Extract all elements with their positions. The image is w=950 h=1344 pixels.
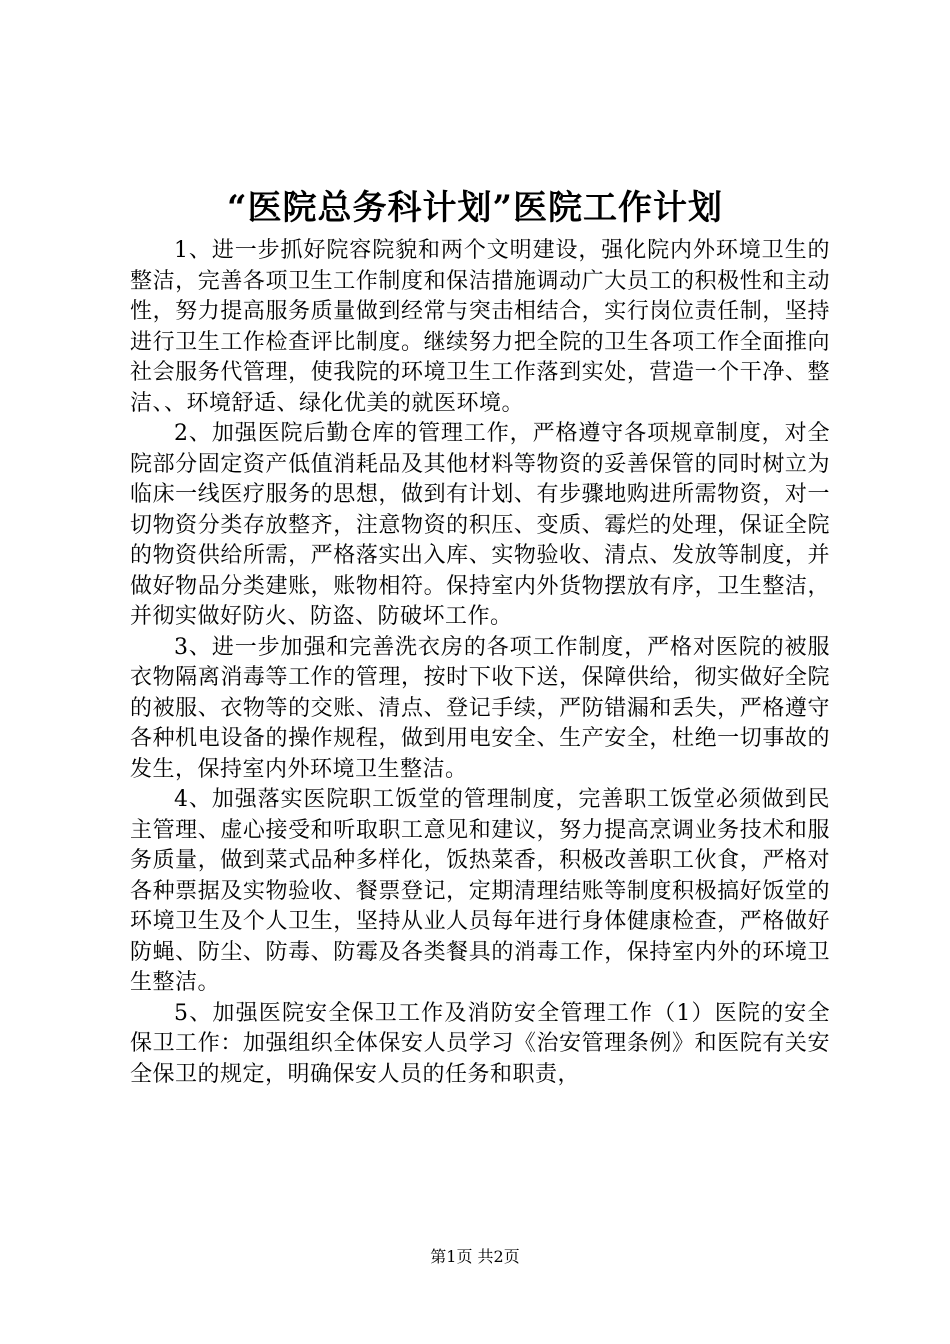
paragraph-2: 2、加强医院后勤仓库的管理工作，严格遵守各项规章制度，对全院部分固定资产低值消耗品及其他材料等物资的妥善保管的同时树立为临床一线医疗服务的思想，做到有计划、有步骤地购进所需物资，对一切物资分类存放整齐，注意物资的积压、变质、霉烂的处理，保证全院的物资供给所需，严格落实出入库、实物验收、清点、发放等制度，并做好物品分类建账，账物相符。保持室内外货物摆放有序，卫生整洁，并彻实做好防火、防盗、防破坏工作。 xyxy=(130,421,830,629)
paragraph-3: 3、进一步加强和完善洗衣房的各项工作制度，严格对医院的被服衣物隔离消毒等工作的管理，按时下收下送，保障供给，彻实做好全院的被服、衣物等的交账、清点、登记手续，严防错漏和丢失，严格遵守各种机电设备的操作规程，做到用电安全、生产安全，杜绝一切事故的发生，保持室内外环境卫生整洁。 xyxy=(130,634,830,782)
paragraph-5: 5、加强医院安全保卫工作及消防安全管理工作（1）医院的安全保卫工作：加强组织全体保安人员学习《治安管理条例》和医院有关安全保卫的规定，明确保安人员的任务和职责， xyxy=(130,1000,830,1087)
paragraph-1: 1、进一步抓好院容院貌和两个文明建设，强化院内外环境卫生的整洁，完善各项卫生工作制度和保洁措施调动广大员工的积极性和主动性，努力提高服务质量做到经常与突击相结合，实行岗位责任制，坚持进行卫生工作检查评比制度。继续努力把全院的卫生各项工作全面推向社会服务代管理，使我院的环境卫生工作落到实处，营造一个干净、整洁、、环境舒适、绿化优美的就医环境。 xyxy=(130,238,830,416)
document-title: “医院总务科计划”医院工作计划 xyxy=(226,188,724,228)
document-body xyxy=(130,236,830,1090)
paragraph-4: 4、加强落实医院职工饭堂的管理制度，完善职工饭堂必须做到民主管理、虚心接受和听取职工意见和建议，努力提高烹调业务技术和服务质量，做到菜式品种多样化，饭热菜香，积极改善职工伙食，严格对各种票据及实物验收、餐票登记，定期清理结账等制度积极搞好饭堂的环境卫生及个人卫生，坚持从业人员每年进行身体健康检查，严格做好防蝇、防尘、防毒、防霉及各类餐具的消毒工作，保持室内外的环境卫生整洁。 xyxy=(130,787,830,995)
page-footer: 第1页 共2页 xyxy=(430,1247,520,1266)
